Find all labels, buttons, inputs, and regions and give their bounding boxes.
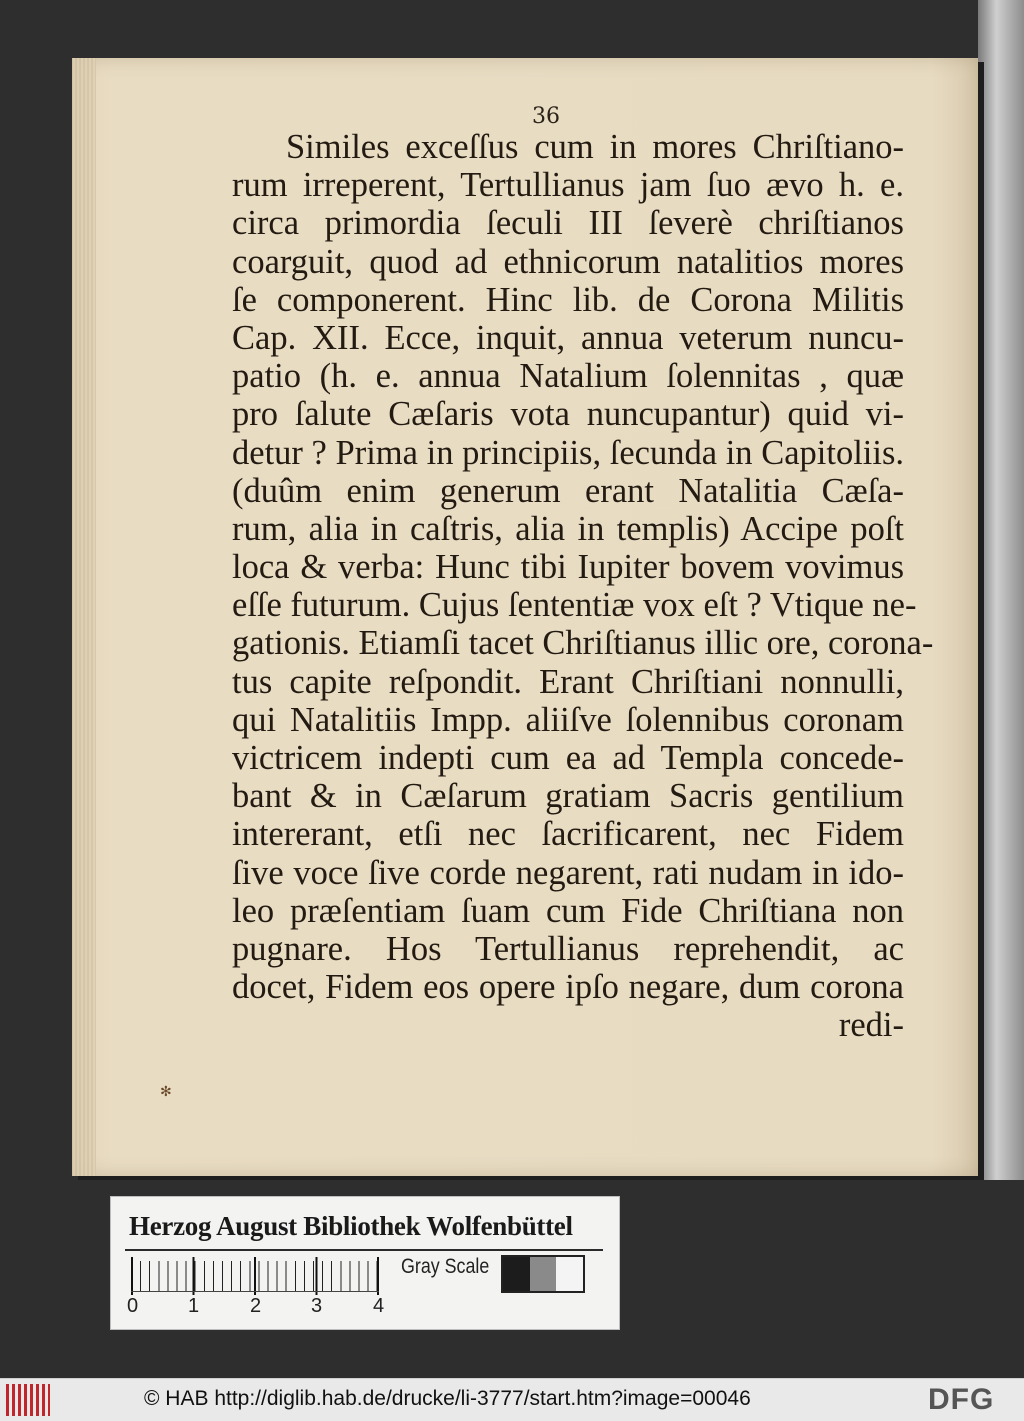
- library-name: Herzog August Bibliothek Wolfenbüttel: [129, 1211, 573, 1241]
- text-line: intererant, etſi nec ſacrificarent, nec Fidem: [232, 815, 904, 854]
- ruler-number: 0: [127, 1295, 139, 1317]
- text-line: detur ? Prima in principiis, ſecunda in Capitoliis.: [232, 433, 904, 472]
- text-line: victricem indepti cum ea ad Templa concede-: [232, 739, 904, 777]
- text-line: pro ſalute Cæſaris vota nuncupantur) quid vi-: [232, 395, 904, 434]
- text-line: loca & verba: Hunc tibi Iupiter bovem vovimus: [232, 548, 904, 587]
- text-line: tus capite reſpondit. Erant Chriſtiani nonnulli,: [232, 662, 904, 701]
- text-line: gationis. Etiamſi tacet Chriſtianus illic ore, corona-: [232, 624, 934, 663]
- text-line: bant & in Cæſarum gratiam Sacris gentilium: [232, 777, 904, 816]
- ruler-number: 3: [311, 1295, 323, 1317]
- text-line: circa primordia ſeculi III ſeverè chriſtianos: [232, 204, 904, 243]
- card-divider: [125, 1249, 603, 1251]
- ruler-number: 1: [188, 1295, 200, 1317]
- page-edge: [72, 58, 96, 1176]
- ruler-baseline: [131, 1291, 379, 1292]
- page-number: 36: [532, 104, 560, 129]
- ruler-number: 4: [373, 1295, 385, 1317]
- gray-patch-light: [556, 1257, 583, 1291]
- text-line: ſe componerent. Hinc lib. de Corona Militis: [232, 280, 904, 319]
- ruler-number: 2: [250, 1295, 262, 1317]
- text-line: ſive voce ſive corde negarent, rati nudam in ido-: [232, 853, 904, 892]
- gray-patch-dark: [503, 1257, 530, 1291]
- gray-scale-patches: [501, 1255, 585, 1293]
- text-line: rum, alia in caſtris, alia in templis) Accipe poſt: [232, 509, 904, 548]
- text-line: rum irreperent, Tertullianus jam ſuo ævo h. e.: [232, 166, 904, 205]
- page-text: [232, 128, 934, 1045]
- text-line: docet, Fidem eos opere ipſo negare, dum corona: [232, 968, 904, 1007]
- footer-credit: © HAB http://diglib.hab.de/drucke/li-3777/start.htm?image=00046: [144, 1387, 751, 1410]
- ruler-major-ticks: [131, 1257, 383, 1295]
- gray-patch-mid: [530, 1257, 557, 1291]
- text-line: Similes exceſſus cum in mores Chriſtiano-: [286, 128, 904, 166]
- book-gutter: [978, 0, 1024, 1180]
- text-line: leo præſentiam ſuam cum Fide Chriſtiana non: [232, 891, 904, 930]
- ink-stain: ✻: [160, 1084, 172, 1100]
- text-line: eſſe futurum. Cujus ſententiæ vox eſt ? Vtique ne-: [232, 586, 917, 625]
- text-line: (duûm enim generum erant Natalitia Cæſa-: [232, 471, 904, 510]
- dfg-logo: DFG: [928, 1383, 995, 1416]
- text-line: pugnare. Hos Tertullianus reprehendit, ac: [232, 929, 904, 968]
- footer-bar: [0, 1378, 1024, 1421]
- catchword: redi-: [838, 1006, 904, 1045]
- text-line: patio (h. e. annua Natalium ſolennitas , quæ: [232, 357, 904, 396]
- text-line: Cap. XII. Ecce, inquit, annua veterum nuncu-: [232, 318, 904, 357]
- gray-scale-label: Gray Scale: [401, 1255, 490, 1278]
- text-line: coarguit, quod ad ethnicorum natalitios mores: [232, 242, 904, 281]
- hab-logo-icon: [6, 1384, 50, 1416]
- text-line: qui Natalitiis Impp. aliiſve ſolennibus coronam: [232, 700, 904, 739]
- color-scale-card: [110, 1196, 620, 1330]
